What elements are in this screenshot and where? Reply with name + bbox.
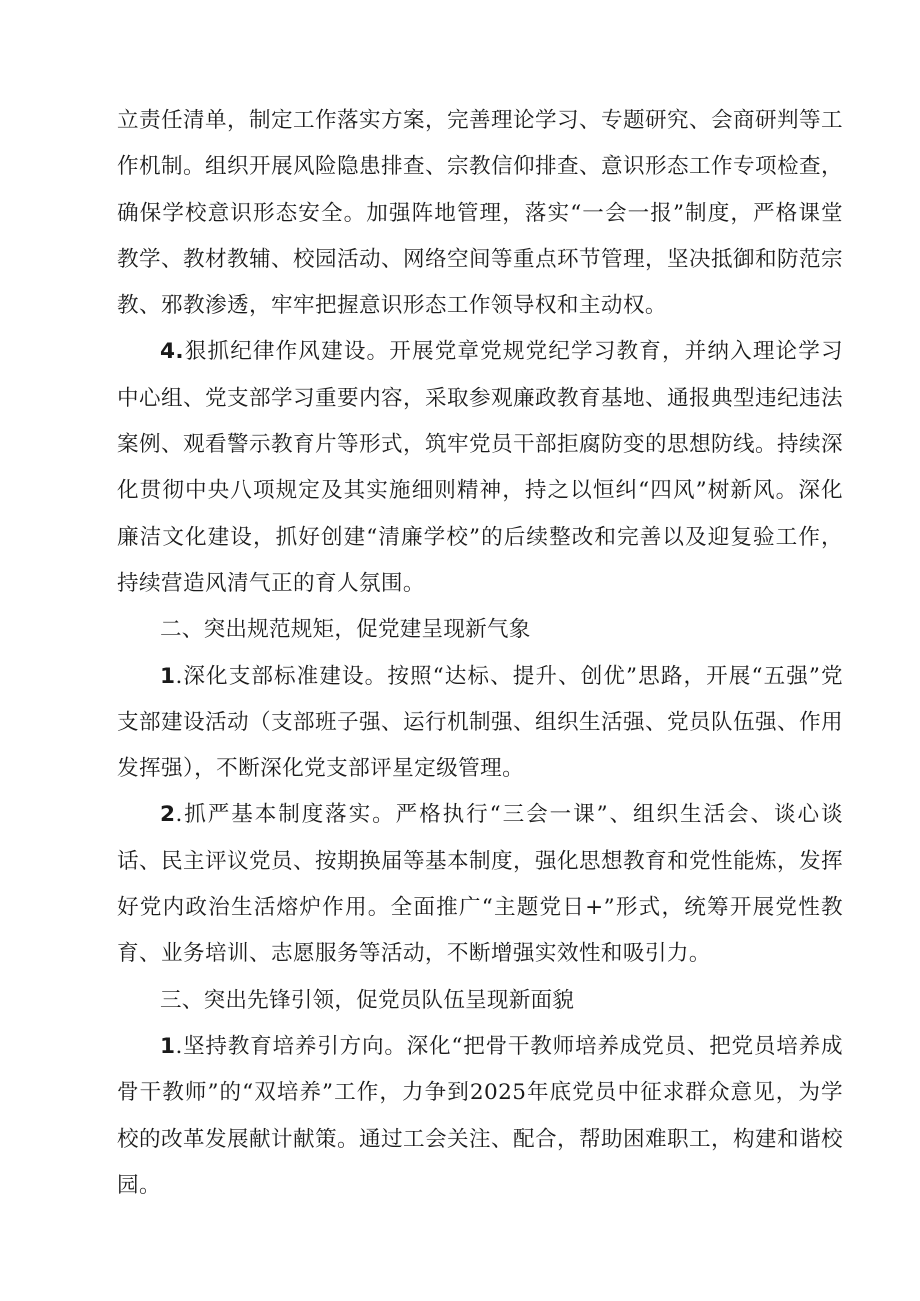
item-number: 2 <box>160 802 176 828</box>
paragraph-s2-item-2 <box>117 792 843 977</box>
section-heading-3: 三、突出先锋引领，促党员队伍呈现新面貌 <box>160 987 575 1013</box>
section-heading-2: 二、突出规范规矩，促党建呈现新气象 <box>160 617 531 643</box>
item-number: 1 <box>160 1033 176 1059</box>
item-text: 狠抓纪律作风建设。开展党章党规党纪学习教育，并纳入理论学习中心组、党支部学习重要内容，采取参观廉政教育基地、通报典型违纪违法案例、观看警示教育片等形式，筑牢党员干部拒腐防变的思想防线。持续深化贯彻中央八项规定及其实施细则精神，持之以恒纠“四风”树新风。深化廉洁文化建设，抓好创建“清廉学校”的后续整改和完善以及迎复验工作，持续营造风清气正的育人氛围。 <box>117 339 843 596</box>
paragraph-s3-item-1 <box>117 1024 843 1209</box>
paragraph-s2-item-1 <box>117 654 843 793</box>
item-text: .深化支部标准建设。按照“达标、提升、创优”思路，开展“五强”党支部建设活动（支部班子强、运行机制强、组织生活强、党员队伍强、作用发挥强），不断深化党支部评星定级管理。 <box>117 663 843 782</box>
item-number: 4. <box>160 339 185 365</box>
item-number: 1 <box>160 663 176 689</box>
item-text: .抓严基本制度落实。严格执行“三会一课”、组织生活会、谈心谈话、民主评议党员、按期换届等基本制度，强化思想教育和党性能炼，发挥好党内政治生活熔炉作用。全面推广“主题党日+”形式，统筹开展党性教育、业务培训、志愿服务等活动，不断增强实效性和吸引力。 <box>117 802 843 967</box>
paragraph-item-4 <box>117 329 843 607</box>
paragraph-continued: 立责任清单，制定工作落实方案，完善理论学习、专题研究、会商研判等工作机制。组织开展风险隐患排查、宗教信仰排查、意识形态工作专项检查，确保学校意识形态安全。加强阵地管理，落实“一会一报”制度，严格课堂教学、教材教辅、校园活动、网络空间等重点环节管理，坚决抵御和防范宗教、邪教渗透，牢牢把握意识形态工作领导权和主动权。 <box>117 108 843 319</box>
document-page <box>117 98 843 1209</box>
item-text: .坚持教育培养引方向。深化“把骨干教师培养成党员、把党员培养成骨干教师”的“双培养”工作，力争到2025年底党员中征求群众意见，为学校的改革发展献计献策。通过工会关注、配合，帮助困难职工，构建和谐校园。 <box>117 1033 843 1198</box>
